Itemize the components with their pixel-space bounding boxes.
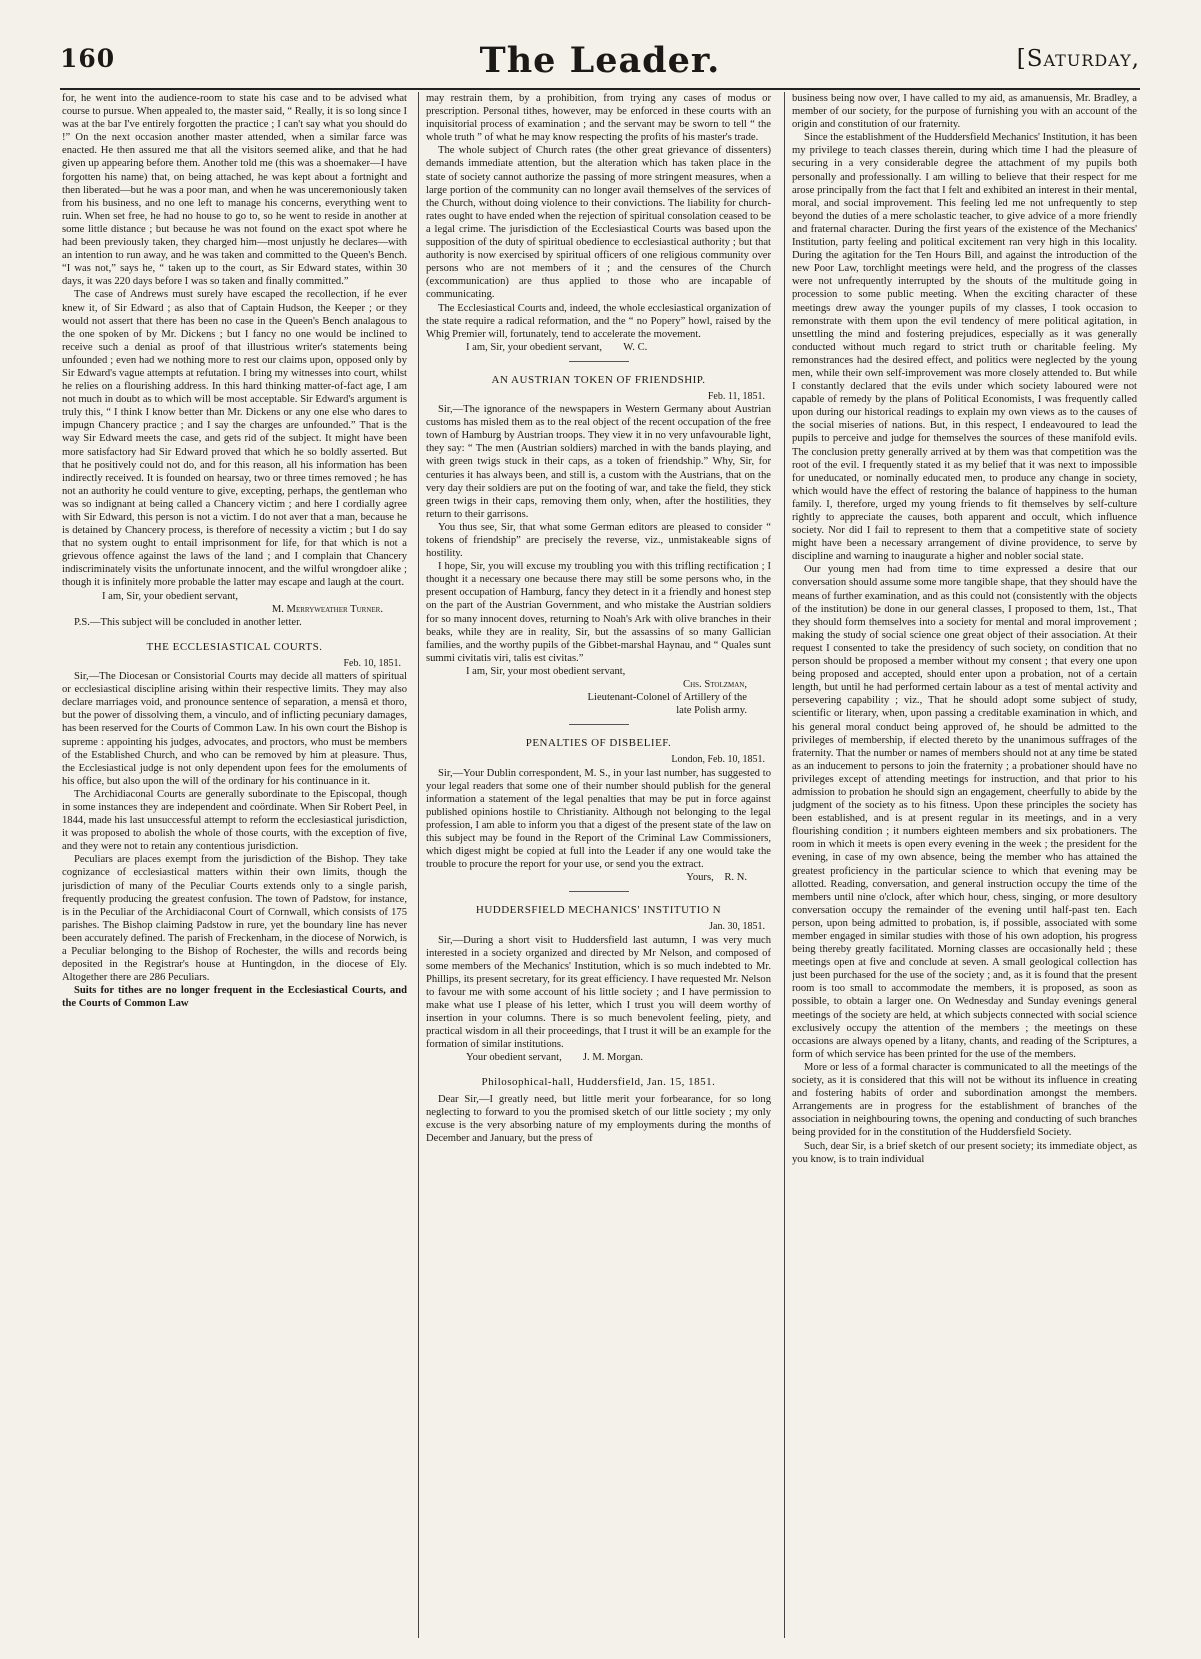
- column-1: [62, 92, 407, 1638]
- section-divider: [569, 724, 629, 725]
- paragraph: Sir,—Your Dublin correspondent, M. S., in your last number, has suggested to your legal readers that some one of their number should publish for the general information a statement of the legal penalties that may be put in force against published opinions hostile to Christianity. Although not belonging to the legal profession, I am able to inform you that a digest of the present state of the law on this subject may be found in the Report of the Criminal Law Commissioners, which digest might be copied at full into the Leader if any one would take the trouble to procure the report for your use, or send you the extract.: [426, 767, 771, 871]
- article-dateline: Jan. 30, 1851.: [709, 921, 765, 933]
- paragraph: Since the establishment of the Huddersfield Mechanics' Institution, it has been my privilege to teach classes therein, during which time I had the pleasure of securing in a very considerable degree the attachment of my pupils both personally and professionally. I am willing to believe that their respect for me arose principally from the fact that I felt and exhibited an interest in their mental, moral, and social improvement. This feeling led me not unfrequently to step beyond the duties of a mere scholastic teacher, to give advice of a more friendly and fraternal character. During the first years of the existence of the Mechanics' Institution, party feeling and political excitement ran very high in this locality. During the agitation for the Ten Hours Bill, and against the introduction of the new Poor Law, torchlight meetings were held, and the progress of the classes were not unfrequently interrupted by the shouts of the multitude going in procession to some public meeting. When the exciting character of these meetings drew away the younger pupils of my classes, I took occasion to remonstrate with them upon the evil tendency of mere political agitation, in unsettling the mind and fostering prejudices, especially as it was generally conducted without much regard to strict truth or charitable feeling. My remonstrances had the desired effect, and politics were neglected by the young men, while their own self-improvement was more closely attended to. But while I constantly declared that the evils under which society laboured were not capable of remedy by the plans of Political Economists, I was frequently called upon during our historical readings to explain my own views as to the causes of the social miseries of nations. But, in this respect, I endeavoured to lead the pupils to perceive and judge for themselves the sources of these manifold evils. The conclusion pretty generally arrived at by them was that competition was the root of the evil. I frequently stated it as my belief that it was next to impossible for uneducated, or nominally educated men, to produce any change in society, which would have the effect of restoring the balance of happiness to the human family. I, therefore, urged my young friends to fit themselves by self-culture rightly to appreciate the causes, both apparent and occult, which influence society. Nor did I fail to represent to them that a competitive state of society might have been a necessary arrangement of divine providence, to serve by discipline and warning to inaugurate a higher and nobler social state.: [792, 132, 1137, 563]
- issue-day-text: [Saturday,: [1016, 46, 1140, 72]
- signature-name: M. Merryweather Turner.: [271, 603, 383, 615]
- paragraph: Our young men had from time to time expressed a desire that our conversation should assume some more tangible shape, that they should have the means of further examination, and as this could not (consistently with the objects of the institution) be done in our general classes, I proposed to them, 1st., That they should form themselves into a society for mental and moral improvement ; making the study of social science one great object of their association. At their request I consented to take the presidency of such society, on condition that no person should be proposed a member without my consent ; that every one upon being proposed and accepted, should enter upon a probation, not of a certain length, but until he had performed certain labour as a test of mental activity and persevering capability ; viz., That he should adopt some subject of study, scientific or literary, when, upon passing a creditable examination in which, and his general moral conduct being approved of, he should be admitted to the privileges of membership, if elected thereto by the unanimous suffrages of the fraternity. That the number or names of members should not at any time be stated as an inducement to persons to join the fraternity ; a probationer should have no privileges except of attending meetings for instruction, and that prior to his admission to probation he should sign an engagement, cheerfully to abide by the judgment of the society as to his fitness. Upon these principles the society has been established, and is at present regular in its meetings, and in a very flourishing condition ; it numbers eighteen members and six probationers. The room in which it meets is open every evening in the week ; the president for the evening, in case of my own absence, being the member who has attained the greatest proficiency in the particular science to which that evening may be allotted. Reading, conversation, and general instruction occupy the time of the members until nine o'clock, after which hour, chess, singing, or more desultory conversation occupy the remainder of the evening until half-past ten. Each person, upon being admitted to probation, is, if possible, associated with some member engaged in similar studies with those of his own adoption, his progress being thereby greatly facilitated. Morning classes are occasionally held ; these meetings open at five and conclude at seven. A small geological collection has just been purchased for the use of the society ; and, as it is found that the present room is too small to accommodate the members, it is proposed, as soon as possible, to obtain a larger one. On Wednesday and Sunday evenings general meetings of the society are held, at which subjects connected with social science exclusively occupy the attention of the members ; the meetings on these occasions are always opened by a litany, chants, and reading of the Scriptures, a form of which service has been printed for the use of the members.: [792, 564, 1137, 1060]
- paragraph: You thus see, Sir, that what some German editors are pleased to consider “ tokens of friendship” are precisely the reverse, viz., unmistakeable signs of hostility.: [426, 521, 771, 560]
- paragraph: More or less of a formal character is communicated to all the meetings of the society, as it is considered that this will not be without its influence in creating and fostering habits of order and subordination amongst the members. Arrangements are in progress for the establishment of branches of the association in neighbouring towns, the opening and conducting of such branches being provided for in the constitution of the Huddersfield Society.: [792, 1061, 1137, 1139]
- letter-signature: [426, 678, 771, 691]
- paragraph: Sir,—During a short visit to Huddersfield last autumn, I was very much interested in a society organized and directed by Mr Nelson, and composed of some members of the Mechanics' Institution, which is so much indebted to Mr. Phillips, its present secretary, for its great efficiency. I have requested Mr. Nelson to favour me with some account of his little society ; and I have permission to make what use I please of his letter, which I trust you will deem worthy of insertion in your columns. There is so much benevolent feeling, piety, and practical wisdom in all their proceedings, that I trust it will be an example for the formation of similar institutions.: [426, 934, 771, 1051]
- masthead: The Leader.: [479, 40, 721, 81]
- column-2: [426, 92, 771, 1638]
- article-heading: AN AUSTRIAN TOKEN OF FRIENDSHIP.: [491, 373, 706, 386]
- paragraph: The Ecclesiastical Courts and, indeed, the whole ecclesiastical organization of the state require a radical reformation, and the “ no Popery” howl, raised by the Whig Premier will, fortunately, tend to accelerate the movement.: [426, 302, 771, 340]
- header-rule: [60, 88, 1140, 90]
- column-3: [792, 92, 1137, 1638]
- article-heading: HUDDERSFIELD MECHANICS' INSTITUTIO N: [475, 904, 722, 917]
- paragraph: Dear Sir,—I greatly need, but little merit your forbearance, for so long neglecting to forward to you the promised sketch of our little society ; my only excuse is the very absorbing nature of my employments during the months of December and January, but the press of: [426, 1093, 771, 1144]
- paragraph: Sir,—The Diocesan or Consistorial Courts may decide all matters of spiritual or ecclesiastical discipline arising within their respective limits. They may also declare marriages void, and pronounce sentence of separation, a mensâ et thoro, but the power of dissolving them, a vinculo, and of inflicting pecuniary damages, has been reserved for the Courts of Common Law. In his own court the Bishop is supreme : appointing his judges, advocates, and proctors, who must be members of the Established Church, and who can be removed by him at pleasure. Thus, the Ecclesiastical judge is not only dependent upon fees for the emoluments of his office, but also upon the will of the ordinary for his continuance in it.: [62, 671, 407, 787]
- letter-signature: I am, Sir, your obedient servant, W. C.: [466, 341, 648, 353]
- paragraph: for, he went into the audience-room to state his case and to be advised what course to pursue. When appealed to, the master said, “ Really, it is so long since I was at the bar I've entirely forgotten the practice ; I can't say what you should do !” On the next occasion another master attended, when a similar farce was enacted. He then assured me that all the visitors seemed alike, and that he had given up appearing before them. Another told me (this was a shoemaker—I have forgotten his name) that, on being attached, he was kept about a fortnight and then liberated—but he was a poor man, and when he was unceremoniously taken from his business, and no one left to manage his concerns, everything went to ruin. When set free, he had no house to go to, so he went to reside in another at some little distance ; but because he was not found on the exact spot where he had been previously taken, they charged him—most unjustly he declares—with an intention to run away, and he was taken and committed to the Queen's Bench. “I was not,” says he, “ taken up to the court, as Sir Edward states, within 30 days, it was 220 days before I was so taken and finally committed.”: [62, 93, 407, 288]
- section-divider: [569, 891, 629, 892]
- paragraph: Suits for tithes are no longer frequent in the Ecclesiastical Courts, and the Courts of Common Law: [62, 985, 407, 1010]
- article-dateline: Feb. 10, 1851.: [343, 657, 401, 669]
- postscript: P.S.—This subject will be concluded in another letter.: [74, 616, 302, 628]
- page-number: 160: [60, 44, 116, 73]
- paragraph: may restrain them, by a prohibition, from trying any cases of modus or prescription. Personal tithes, however, may be enforced in these courts with an inquisitorial process of examination ; and the servant may be sworn to tell “ the whole truth ” of what he may know respecting the profits of his master's trade.: [426, 93, 771, 144]
- section-divider: [569, 361, 629, 362]
- letter-signature: Yours, R. N.: [686, 872, 747, 884]
- signature-title: late Polish army.: [676, 705, 747, 717]
- article-heading: PENALTIES OF DISBELIEF.: [525, 737, 672, 750]
- signature-name: Chs. Stolzman,: [683, 679, 747, 691]
- article-dateline: London, Feb. 10, 1851.: [671, 754, 765, 766]
- letter-closing: I am, Sir, your most obedient servant,: [466, 665, 626, 677]
- column-divider: [784, 92, 785, 1638]
- paragraph: The whole subject of Church rates (the other great grievance of dissenters) demands immediate attention, but the alteration which has taken place in the state of society cannot authorize the passing of more stringent measures, when a large portion of the community can no longer avail themselves of the services of the Church, without doing violence to their convictions. The liability for church-rates ought to have ended when the rejection of spiritual consolation ceased to be a legal crime. The jurisdiction of the Ecclesiastical Courts was based upon the supposition of the duty of spiritual obedience to ecclesiastical authority ; but that authority is now exercised by spiritual officers of one religious community over persons who are not members of it ; and the censures of the Church (excommunication) are thus applied to those who are incapable of communicating.: [426, 145, 771, 301]
- paragraph: Such, dear Sir, is a brief sketch of our present society; its immediate object, as you know, is to train individual: [792, 1140, 1137, 1165]
- letter-signature: Your obedient servant, J. M. Morgan.: [466, 1052, 644, 1064]
- paragraph: The Archidiaconal Courts are generally subordinate to the Episcopal, though in some instances they are independent and coördinate. When Sir Robert Peel, in 1844, made his last unsuccessful attempt to reform the ecclesiastical jurisdiction, it was proposed to abolish the whole of those courts, with the exception of five, and they were not to retain any contentious jurisdiction.: [62, 788, 407, 853]
- paragraph: Peculiars are places exempt from the jurisdiction of the Bishop. They take cognizance of ecclesiastical matters within their own limits, though the jurisdiction of many of the Peculiar Courts extends only to a single parish, frequently producing the greatest confusion. The town of Padstow, for instance, is in the Peculiar of the Archidiaconal Court of Cornwall, which consists of 175 parishes. The Bishop claiming Padstow in rure, yet the boundary line has never been accurately defined. The parish of Freckenham, in the diocese of Norwich, is a Peculiar belonging to the Bishop of Rochester, the wills and records being deposited in the Registrar's house at Huntingdon, in the diocese of Ely. Altogether there are 286 Peculiars.: [62, 854, 407, 984]
- paragraph: I hope, Sir, you will excuse my troubling you with this trifling rectification ; I thought it a necessary one because there may still be some persons who, in the present occupation of Hamburg, fancy they detect in it a friendly and honest step on the part of the Austrian Government, and who mistake the Austrian soldiers for so many innocent doves, returning to Noah's Ark with olive branches in their beaks, while they are in reality, Sir, but the assassins of so many Gallician families, and the worthy pupils of the Gibbet-marshal Haynau, and “ Quales sunt summi civitatis viri, talis est civitas.”: [426, 561, 771, 664]
- column-divider: [418, 92, 419, 1638]
- letter-signature: [62, 603, 407, 616]
- issue-day: [1017, 46, 1140, 72]
- signature-title: Lieutenant-Colonel of Artillery of the: [587, 692, 747, 704]
- page-header: [60, 40, 1140, 86]
- paragraph: Sir,—The ignorance of the newspapers in Western Germany about Austrian customs has misled them as to the real object of the recent occupation of the free town of Hamburg by Austrian troops. They view it in no very unfavourable light, they say: “ The men (Austrian soldiers) marched in with the bands playing, and with green twigs stuck in their caps, as a token of friendship.” Why, Sir, for centuries it has always been, and still is, a custom with the Austrians, that on the very day their soldiers are put on the footing of war, and take the field, they stick green twigs in their caps, removing them only, when, after the hostilities, they return to their garrisons.: [426, 404, 771, 520]
- letter-closing: I am, Sir, your obedient servant,: [102, 590, 239, 602]
- paragraph: business being now over, I have called to my aid, as amanuensis, Mr. Bradley, a member of our society, for the purpose of furnishing you with an account of the origin and constitution of our fraternity.: [792, 93, 1137, 131]
- paragraph: The case of Andrews must surely have escaped the recollection, if he ever knew it, of Sir Edward ; as also that of Captain Hudson, the Keeper ; or they would not assert that there has been no case in the Queen's Bench analagous to the one spoken of by Mr. Dickens ; but I fancy no one would be inclined to receive such a denial as proof of that illustrious writer's statements being unfounded ; even had we nothing more to rest our claims upon, opposed only by Sir Edward's vague attempts at refutation. I bring my witnesses into court, whilst he relies on a flourishing address. In this hard thinking matter-of-fact age, I am not much in doubt as to which will be most acceptable. Sir Edward's argument is truly this, “ I think I know better than Mr. Dickens or any one else who dares to impugn Chancery practice ; and I say the charges are unfounded.” That is the way Sir Edward meets the case, and gets rid of the subject. It might have been more satisfactory had Sir Edward proved that which he so boldly asserted. But that he positively could not do, and for this reason, all his information has been indirectly received. It is founded on hearsay, two or three times removed ; he has not an authority he could venture to give, excepting, perhaps, the gentleman who was so indignant at being called a Chancery victim ; and here I cordially agree with Sir Edward, this person is not a victim. I do not aver that a man, because he is detained by Chancery process, is therefore of necessity a victim ; but I do say that no system ought to entail imprisonment for life, for that which is not a grievous offence against the laws of the land ; and I complain that Chancery indiscriminately visits the unfortunate innocent, and the wilful wrongdoer alike ; though it is infinitely more probable the latter may escape and laugh at the court.: [62, 289, 407, 589]
- article-dateline: Feb. 11, 1851.: [707, 390, 765, 402]
- article-heading: THE ECCLESIASTICAL COURTS.: [146, 640, 323, 653]
- article-dateline: Philosophical-hall, Huddersfield, Jan. 15, 1851.: [481, 1076, 716, 1089]
